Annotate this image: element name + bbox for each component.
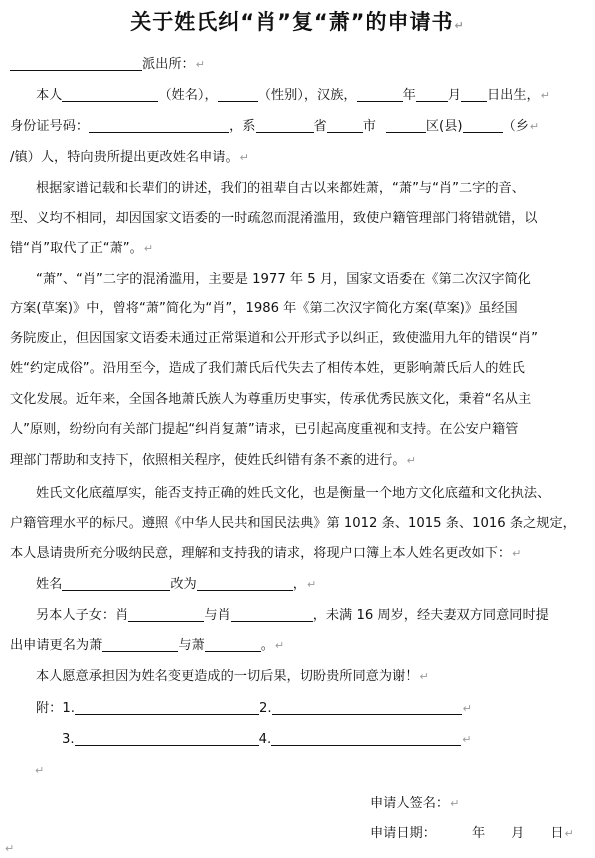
child1-new-name-blank[interactable] [102,637,178,652]
current-name-blank[interactable] [62,576,170,591]
para2-line-4: 姓“约定成俗”。沿用至今，造成了我们萧氏后代失去了相传本姓，更影响萧氏后人的姓氏 [10,361,525,376]
name-change-line: 姓名 改为 ，↵ [36,577,317,592]
paragraph-mark: ↵ [454,19,465,32]
intro-line-1: 本人 （姓名）， （性别），汉族， 年 月 日出生，↵ [36,88,550,103]
child1-current-name-blank[interactable] [128,607,204,622]
document-title: 关于姓氏纠“肖”复“萧”的申请书↵ [130,10,465,34]
province-blank[interactable] [256,118,314,133]
new-name-blank[interactable] [197,576,293,591]
para2-line-7: 理部门帮助和支持下，依照相关程序，使姓氏纠错有条不紊的进行。↵ [10,453,416,468]
children-line-2: 出申请更名为萧 与萧 。↵ [10,638,285,653]
final-paragraph: ↵ [5,842,15,855]
empty-paragraph: ↵ [35,764,45,777]
attachment-4-blank[interactable] [271,731,461,746]
birth-year-blank[interactable] [357,87,403,102]
para2-line-6: 人”原则，纷纷向有关部门提起“纠肖复萧”请求，已引起高度重视和支持。在公安户籍管 [10,422,519,437]
city-blank[interactable] [327,118,363,133]
para1-line-1: 根据家谱记载和长辈们的讲述，我们的祖辈自古以来都姓萧，“萧”与“肖”二字的音、 [36,181,525,196]
police-station-blank[interactable] [10,56,142,71]
commitment-line: 本人愿意承担因为姓名变更造成的一切后果，切盼贵所同意为谢！↵ [36,669,429,684]
para1-line-2: 型、义均不相同，却因国家文语委的一时疏忽而混淆滥用，致使户籍管理部门将错就错，以 [10,211,538,226]
para3-line-3: 本人恳请贵所充分吸纳民意，理解和支持我的请求，将现户口簿上本人姓名更改如下：↵ [10,546,522,561]
attachment-2-blank[interactable] [272,700,462,715]
addressee-line: 派出所：↵ [10,56,585,74]
child2-current-name-blank[interactable] [231,607,313,622]
child2-new-name-blank[interactable] [205,637,261,652]
signature-line: 申请人签名：↵ [370,796,460,811]
name-blank[interactable] [62,87,158,102]
town-blank[interactable] [463,118,503,133]
para2-line-5: 文化发展。近年来，全国各地萧氏族人为尊重历史事实，传承优秀民族文化，秉着“名从主 [10,392,532,407]
attachment-3-blank[interactable] [75,731,259,746]
attachments-line-2: 3. 4. ↵ [62,732,472,747]
para2-line-1: “萧”、“肖”二字的混淆滥用，主要是 1977 年 5 月，国家文语委在《第二次汉字简化 [36,272,531,287]
application-date-line: 申请日期： 年 月 日↵ [370,826,574,841]
birth-month-blank[interactable] [416,87,448,102]
attachments-line-1: 附：1. 2. ↵ [36,701,472,716]
gender-blank[interactable] [218,87,258,102]
intro-line-3: /镇）人，特向贵所提出更改姓名申请。↵ [10,150,249,165]
para1-line-3: 错“肖”取代了正“萧”。↵ [10,241,154,256]
children-line-1: 另本人子女：肖 与肖 ，未满 16 周岁，经夫妻双方同意同时提 [36,608,549,623]
id-number-blank[interactable] [89,118,229,133]
para3-line-2: 户籍管理水平的标尺。遵照《中华人民共和国民法典》第 1012 条、1015 条、1016 条之规定， [10,516,576,531]
district-blank[interactable] [386,118,426,133]
attachment-1-blank[interactable] [75,700,259,715]
para2-line-2: 方案(草案)》中，曾将“萧”简化为“肖”，1986 年《第二次汉字简化方案(草案)》虽经国 [10,301,518,316]
para3-line-1: 姓氏文化底蕴厚实，能否支持正确的姓氏文化，也是衡量一个地方文化底蕴和文化执法、 [36,486,551,501]
intro-line-2: 身份证号码： ，系 省 市 区(县) （乡↵ [10,119,540,134]
para2-line-3: 务院废止，但因国家文语委未通过正常渠道和公开形式予以纠正，致使滥用九年的错误“肖” [10,331,538,346]
birth-day-blank[interactable] [461,87,487,102]
